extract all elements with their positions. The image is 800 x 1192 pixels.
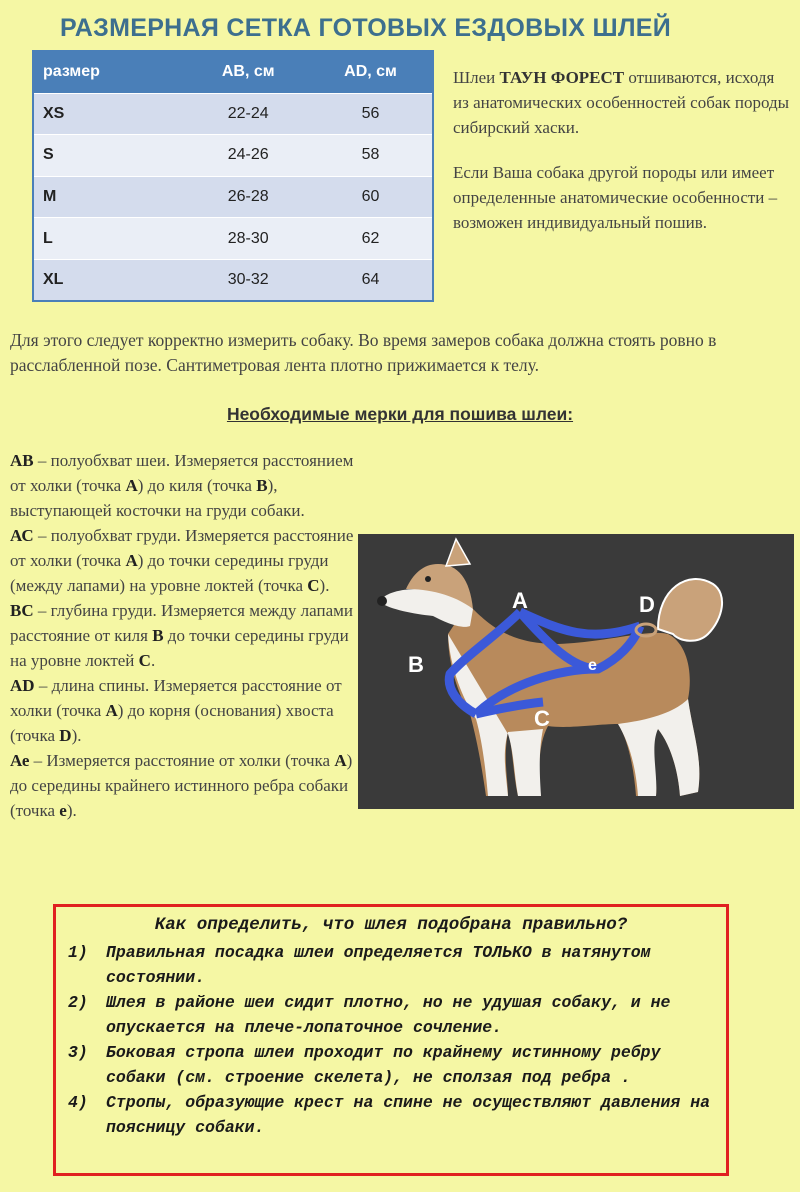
table-row bbox=[33, 135, 433, 177]
table-row bbox=[33, 218, 433, 260]
fit-check-question: Как определить, что шлея подобрана правильно? bbox=[154, 915, 628, 935]
definition-ac bbox=[10, 523, 355, 598]
item-number: 4) bbox=[68, 1093, 88, 1112]
def-text: – Измеряется расстояние от холки (точка bbox=[29, 751, 335, 770]
measure-definitions bbox=[10, 448, 355, 823]
page-title: РАЗМЕРНАЯ СЕТКА ГОТОВЫХ ЕЗДОВЫХ ШЛЕЙ bbox=[60, 14, 672, 42]
item-text: Стропы, образующие крест на спине не осуществляют давления на поясницу собаки. bbox=[106, 1093, 710, 1137]
ad-cell: 58 bbox=[309, 135, 433, 177]
size-table bbox=[32, 50, 434, 302]
item-text: Боковая стропа шлеи проходит по крайнему истинному ребру собаки (см. строение скелета), не сползая под ребра . bbox=[106, 1043, 661, 1087]
dog-ear bbox=[446, 539, 470, 566]
label-c: C bbox=[534, 706, 550, 731]
item-text: Шлея в районе шеи сидит плотно, но не удушая собаку, и не опускается на плече-лопаточное сочление. bbox=[106, 993, 671, 1037]
side-p1-start: Шлеи bbox=[453, 68, 500, 87]
table-row bbox=[33, 259, 433, 301]
intro-text: Для этого следует корректно измерить собаку. Во время замеров собака должна стоять ровно в расслабленной позе. Сантиметровая лента плотно прижимается к телу. bbox=[10, 330, 717, 375]
side-paragraph-1 bbox=[453, 65, 793, 140]
dog-tail bbox=[658, 579, 722, 641]
ab-cell: 24-26 bbox=[187, 135, 309, 177]
item-number: 1) bbox=[68, 943, 88, 962]
header-ab: AB, см bbox=[187, 51, 309, 93]
ad-cell: 56 bbox=[309, 93, 433, 135]
side-description bbox=[453, 65, 793, 235]
size-cell: L bbox=[33, 218, 187, 260]
size-cell: XL bbox=[33, 259, 187, 301]
def-text: – глубина груди. Измеряется между лапами расстояние от киля bbox=[10, 601, 353, 645]
def-text: ) до корня (основания) хвоста (точка bbox=[10, 701, 334, 745]
def-key: Ае bbox=[10, 751, 30, 770]
def-text: – длина спины. Измеряется расстояние от холки (точка bbox=[10, 676, 342, 720]
def-text: ) до киля (точка bbox=[137, 476, 257, 495]
def-text: до точки середины груди на уровне локтей bbox=[10, 626, 349, 670]
def-point: А bbox=[105, 701, 118, 720]
def-text: . bbox=[150, 651, 156, 670]
table-row bbox=[33, 93, 433, 135]
dog-nose bbox=[377, 596, 387, 606]
definition-ad bbox=[10, 673, 355, 748]
brand-name: ТАУН ФОРЕСТ bbox=[499, 68, 625, 87]
def-text: ) до середины крайнего истинного ребра собаки (точка bbox=[10, 751, 353, 820]
list-item bbox=[68, 940, 714, 990]
def-point: В bbox=[256, 476, 268, 495]
def-point: D bbox=[59, 726, 72, 745]
def-point: С bbox=[138, 651, 151, 670]
def-text: – полуобхват шеи. Измеряется расстоянием от холки (точка bbox=[10, 451, 354, 495]
item-text: Правильная посадка шлеи определяется ТОЛЬКО в натянутом состоянии. bbox=[106, 943, 651, 987]
label-e: e bbox=[588, 657, 597, 674]
item-number: 2) bbox=[68, 993, 88, 1012]
def-text: ). bbox=[319, 576, 330, 595]
ab-cell: 26-28 bbox=[187, 176, 309, 218]
measures-heading: Необходимые мерки для пошива шлеи: bbox=[226, 404, 574, 424]
def-text: ). bbox=[66, 801, 77, 820]
side-p1-rest: отшиваются, исходя из анатомических особенностей собак породы сибирский хаски. bbox=[453, 68, 790, 137]
def-point: А bbox=[125, 551, 138, 570]
size-cell: S bbox=[33, 135, 187, 177]
definition-ae bbox=[10, 748, 355, 823]
definition-bc bbox=[10, 598, 355, 673]
list-item bbox=[68, 1040, 714, 1090]
def-text: ) до точки середины груди (между лапами) на уровне локтей (точка bbox=[10, 551, 329, 595]
ad-cell: 60 bbox=[309, 176, 433, 218]
dog-eye bbox=[425, 576, 431, 582]
fit-check-box bbox=[53, 904, 729, 1176]
table-header-row bbox=[33, 51, 433, 93]
ad-cell: 62 bbox=[309, 218, 433, 260]
size-cell: M bbox=[33, 176, 187, 218]
list-item bbox=[68, 990, 714, 1040]
def-key: ВС bbox=[10, 601, 34, 620]
fit-check-list bbox=[68, 940, 714, 1140]
header-size: размер bbox=[33, 51, 187, 93]
def-point: е bbox=[59, 801, 67, 820]
def-point: В bbox=[152, 626, 164, 645]
list-item bbox=[68, 1090, 714, 1140]
def-point: А bbox=[334, 751, 347, 770]
def-key: АВ bbox=[10, 451, 34, 470]
def-text: ), выступающей косточки на груди собаки. bbox=[10, 476, 305, 520]
label-d: D bbox=[639, 592, 655, 617]
ab-cell: 28-30 bbox=[187, 218, 309, 260]
size-cell: XS bbox=[33, 93, 187, 135]
label-a: A bbox=[512, 588, 528, 613]
dog-harness-illustration bbox=[358, 534, 794, 809]
def-point: А bbox=[125, 476, 138, 495]
side-paragraph-2: Если Ваша собака другой породы или имеет определенные анатомические особенности – возможен индивидуальный пошив. bbox=[453, 163, 778, 232]
label-b: B bbox=[408, 652, 424, 677]
definition-ab bbox=[10, 448, 355, 523]
def-key: АD bbox=[10, 676, 35, 695]
def-key: АС bbox=[10, 526, 34, 545]
item-number: 3) bbox=[68, 1043, 88, 1062]
table-row bbox=[33, 176, 433, 218]
header-ad: AD, см bbox=[309, 51, 433, 93]
def-point: С bbox=[307, 576, 320, 595]
ad-cell: 64 bbox=[309, 259, 433, 301]
def-text: ). bbox=[71, 726, 82, 745]
def-text: – полуобхват груди. Измеряется расстояние от холки (точка bbox=[10, 526, 354, 570]
ab-cell: 30-32 bbox=[187, 259, 309, 301]
ab-cell: 22-24 bbox=[187, 93, 309, 135]
